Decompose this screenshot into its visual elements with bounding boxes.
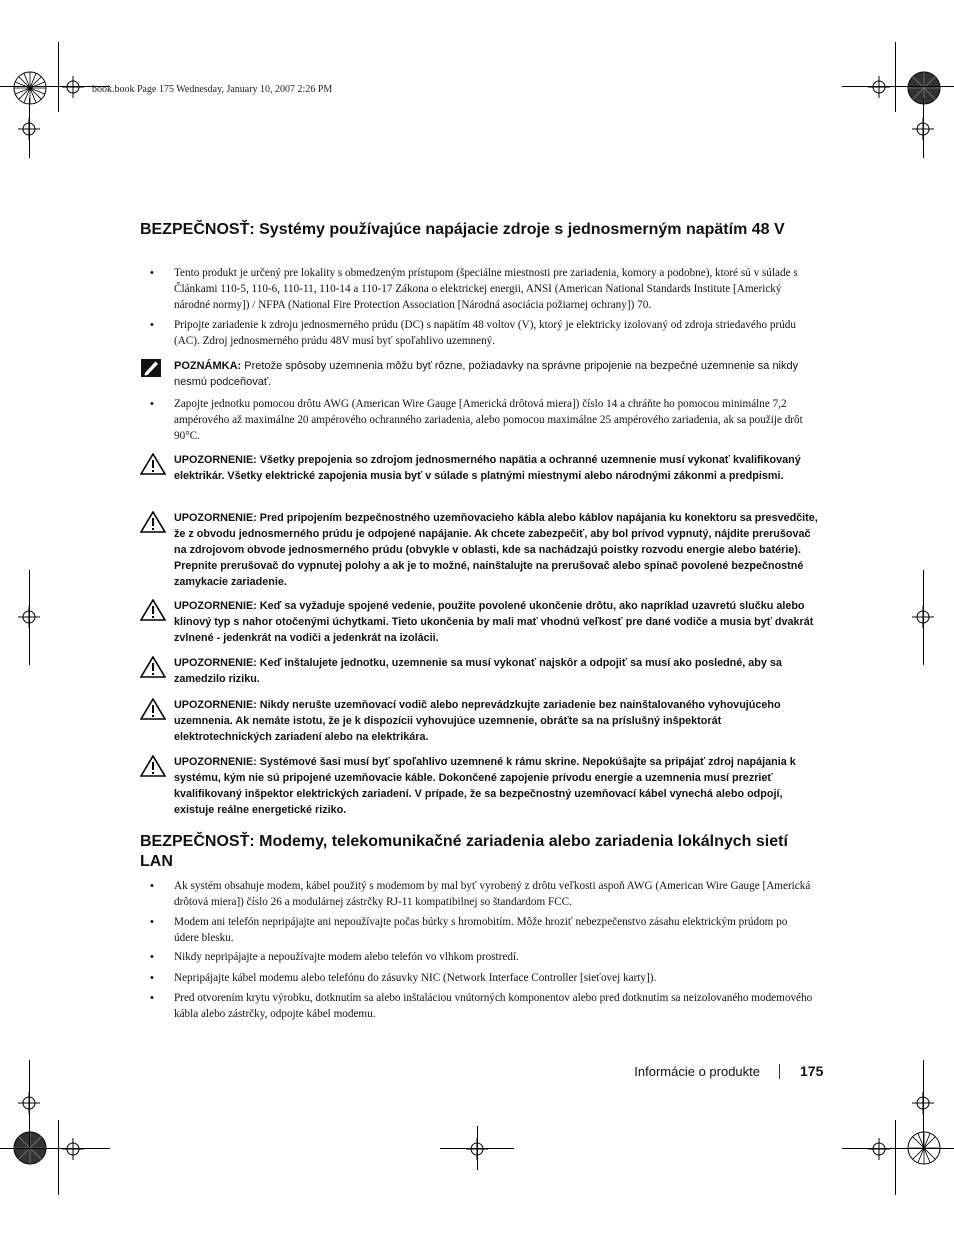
bullet-icon: •: [150, 880, 154, 892]
crop-line: [477, 1126, 478, 1170]
crop-line: [923, 98, 924, 158]
crop-line: [29, 98, 30, 158]
warning-triangle-icon: [140, 453, 166, 475]
crop-line: [895, 42, 896, 112]
crop-line: [29, 1060, 30, 1150]
bullet-icon: •: [150, 992, 154, 1004]
crop-line: [923, 1060, 924, 1150]
crop-line: [895, 1120, 896, 1195]
page-number: 175: [800, 1063, 824, 1079]
warning-triangle-icon: [140, 656, 166, 678]
warning-triangle-icon: [140, 755, 166, 777]
registration-mark-icon: [906, 70, 942, 106]
registration-mark-icon: [12, 70, 48, 106]
note-pencil-icon: [140, 358, 162, 378]
crosshair-mark-icon: [62, 1138, 84, 1160]
bullet-icon: •: [150, 972, 154, 984]
crop-line: [29, 570, 30, 665]
footer-divider: [779, 1064, 780, 1079]
section-heading: BEZPEČNOSŤ: Systémy používajúce napájacie zdroje s jednosmerným napätím 48 V: [140, 221, 785, 238]
crop-line: [842, 86, 954, 87]
running-header: book.book Page 175 Wednesday, January 10, 2007 2:26 PM: [92, 84, 333, 95]
crop-line: [58, 42, 59, 112]
bullet-icon: •: [150, 398, 154, 410]
crosshair-mark-icon: [868, 76, 890, 98]
footer-section-label: Informácie o produkte: [634, 1064, 760, 1079]
bullet-icon: •: [150, 951, 154, 963]
warning-triangle-icon: [140, 698, 166, 720]
bullet-icon: •: [150, 916, 154, 928]
bullet-icon: •: [150, 319, 154, 331]
section-heading: BEZPEČNOSŤ: Modemy, telekomunikačné zariadenia alebo zariadenia lokálnych sietí LAN: [140, 833, 788, 870]
crop-line: [923, 570, 924, 665]
crosshair-mark-icon: [868, 1138, 890, 1160]
crop-line: [0, 1148, 110, 1149]
bullet-icon: •: [150, 267, 154, 279]
crop-line: [842, 1148, 954, 1149]
crosshair-mark-icon: [62, 76, 84, 98]
warning-triangle-icon: [140, 599, 166, 621]
warning-triangle-icon: [140, 511, 166, 533]
crop-line: [58, 1120, 59, 1195]
